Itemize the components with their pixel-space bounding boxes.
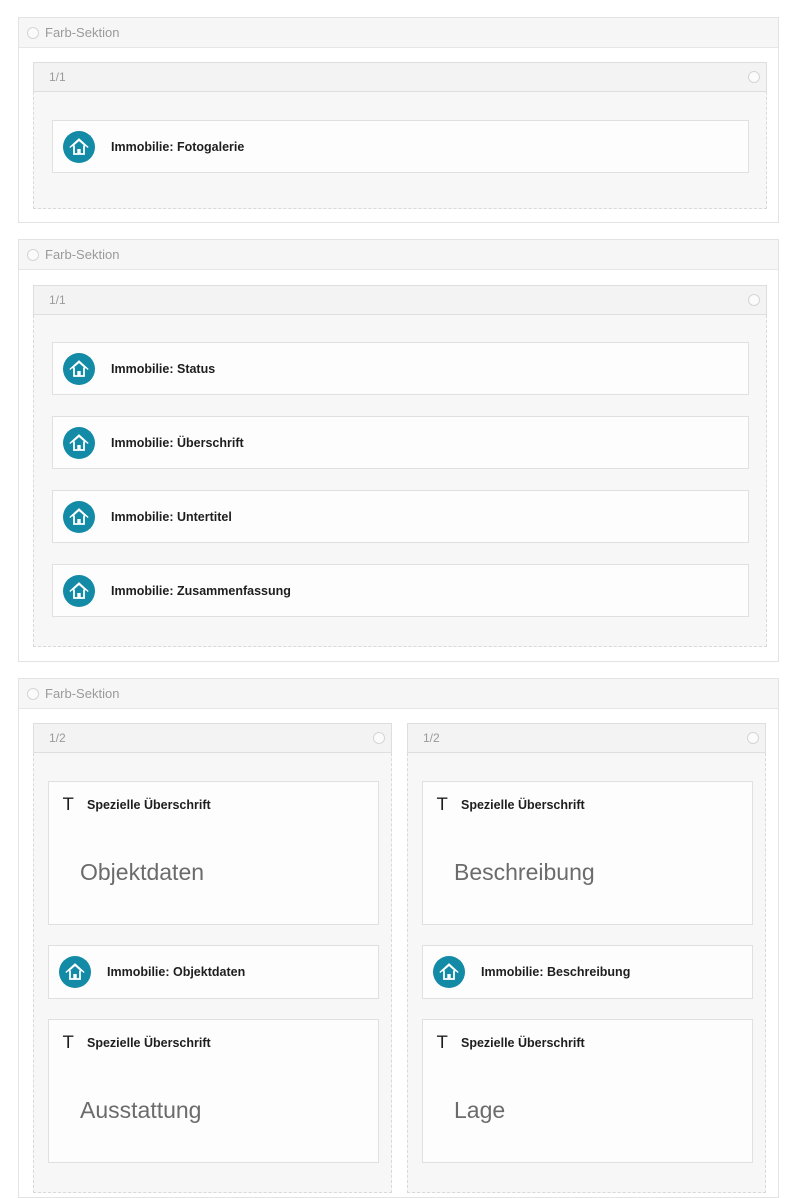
heading-block-objektdaten[interactable] [48, 781, 379, 925]
column-label: 1/1 [49, 293, 66, 307]
block-label: Immobilie: Zusammenfassung [111, 583, 291, 598]
section-select-radio[interactable] [27, 249, 39, 261]
color-section[interactable] [18, 17, 779, 223]
column-select-radio[interactable] [373, 732, 385, 744]
heading-block-label: Spezielle Überschrift [87, 798, 211, 812]
heading-block-beschreibung[interactable] [422, 781, 753, 925]
color-section[interactable] [18, 678, 779, 1198]
section-header[interactable] [19, 679, 778, 709]
heading-text: Ausstattung [80, 1097, 202, 1123]
house-icon [63, 131, 95, 163]
column-header[interactable] [407, 723, 766, 753]
text-icon: T [63, 795, 74, 815]
section-header[interactable] [19, 18, 778, 48]
house-icon [63, 501, 95, 533]
column-label: 1/2 [49, 731, 66, 745]
house-icon [433, 956, 465, 988]
heading-block-label: Spezielle Überschrift [461, 798, 585, 812]
section-title: Farb-Sektion [45, 247, 120, 262]
text-icon: T [63, 1033, 74, 1053]
heading-text: Lage [454, 1097, 506, 1123]
block-immobilie-beschreibung[interactable] [422, 945, 753, 999]
column-select-radio[interactable] [747, 732, 759, 744]
section-title: Farb-Sektion [45, 686, 120, 701]
heading-text: Objektdaten [80, 859, 205, 885]
house-icon [63, 575, 95, 607]
block-label: Immobilie: Untertitel [111, 509, 232, 524]
block-immobilie-untertitel[interactable] [52, 490, 749, 543]
column-select-radio[interactable] [748, 71, 760, 83]
section-select-radio[interactable] [27, 27, 39, 39]
heading-block-label: Spezielle Überschrift [87, 1036, 211, 1050]
block-immobilie-zusammenfassung[interactable] [52, 564, 749, 617]
column[interactable] [33, 285, 767, 647]
text-icon: T [437, 1033, 448, 1053]
color-section[interactable] [18, 239, 779, 662]
text-icon: T [437, 795, 448, 815]
house-icon [59, 956, 91, 988]
heading-block-label: Spezielle Überschrift [461, 1036, 585, 1050]
section-title: Farb-Sektion [45, 25, 120, 40]
block-label: Immobilie: Beschreibung [481, 965, 631, 979]
block-immobilie-fotogalerie[interactable] [52, 120, 749, 173]
heading-text: Beschreibung [454, 859, 595, 885]
house-icon [63, 353, 95, 385]
section-header[interactable] [19, 240, 778, 270]
heading-block-ausstattung[interactable] [48, 1019, 379, 1163]
column-select-radio[interactable] [748, 294, 760, 306]
section-select-radio[interactable] [27, 688, 39, 700]
heading-block-lage[interactable] [422, 1019, 753, 1163]
house-icon [63, 427, 95, 459]
block-label: Immobilie: Überschrift [111, 435, 244, 450]
block-immobilie-objektdaten[interactable] [48, 945, 379, 999]
column-header[interactable] [33, 285, 767, 315]
block-label: Immobilie: Objektdaten [107, 965, 246, 979]
column[interactable] [33, 62, 767, 209]
block-immobilie-status[interactable] [52, 342, 749, 395]
column-left[interactable] [33, 723, 392, 1193]
column-label: 1/1 [49, 70, 66, 84]
block-immobilie-ueberschrift[interactable] [52, 416, 749, 469]
block-label: Immobilie: Status [111, 361, 216, 376]
column-header[interactable] [33, 723, 392, 753]
block-label: Immobilie: Fotogalerie [111, 139, 245, 154]
column-right[interactable] [407, 723, 766, 1193]
column-header[interactable] [33, 62, 767, 92]
column-label: 1/2 [423, 731, 440, 745]
